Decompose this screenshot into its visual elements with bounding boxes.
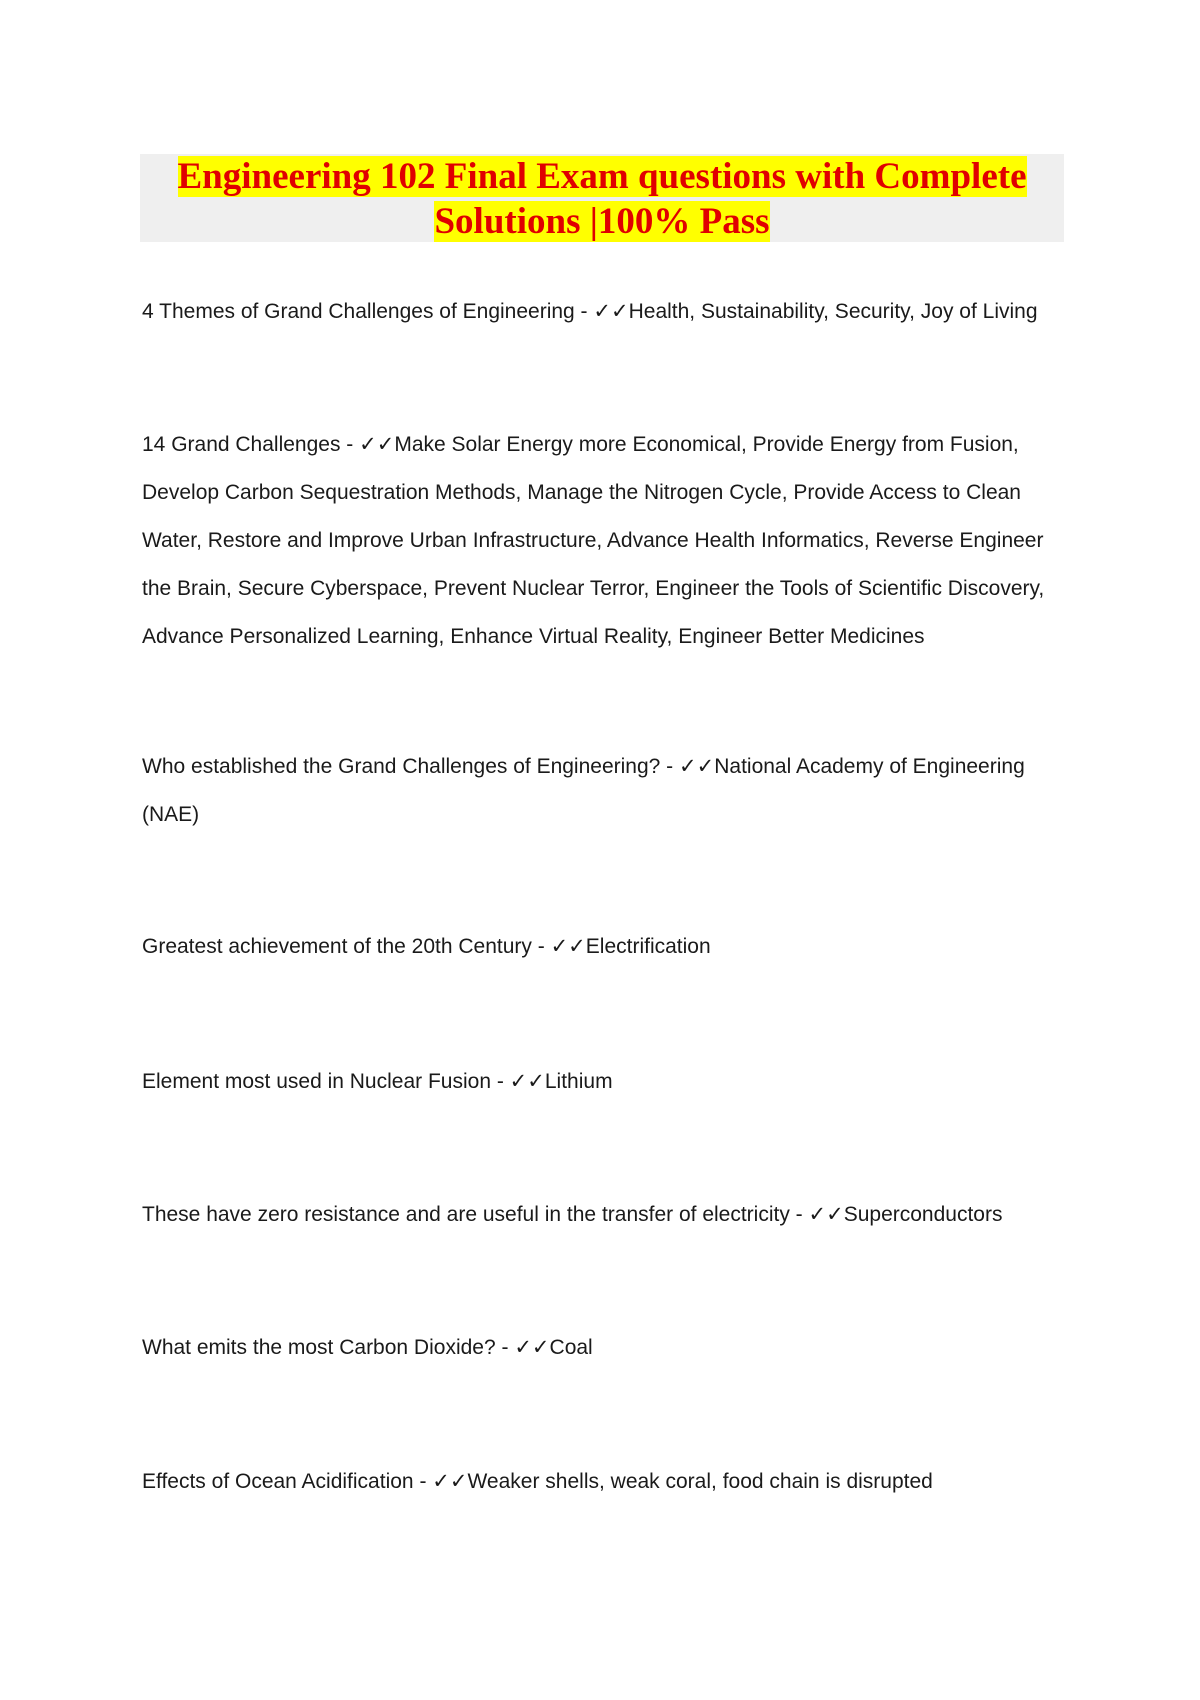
- qa-question: These have zero resistance and are useful in the transfer of electricity: [142, 1203, 790, 1226]
- qa-item-themes: [142, 287, 1062, 336]
- qa-item-ocean-acidification: [142, 1457, 1062, 1506]
- qa-answer: National Academy of Engineering (NAE): [142, 755, 1025, 826]
- double-check-icon: ✓✓: [359, 432, 395, 456]
- qa-item-grand-challenges: [142, 420, 1062, 661]
- double-check-icon: ✓✓: [808, 1202, 844, 1226]
- title-line-2: Solutions |100% Pass: [434, 201, 770, 242]
- qa-answer: Weaker shells, weak coral, food chain is disrupted: [467, 1470, 933, 1493]
- qa-question: Who established the Grand Challenges of Engineering?: [142, 755, 661, 778]
- qa-separator: -: [789, 1203, 809, 1226]
- qa-separator: -: [495, 1336, 515, 1359]
- qa-question: Element most used in Nuclear Fusion: [142, 1070, 491, 1093]
- qa-answer: Coal: [549, 1336, 593, 1359]
- qa-question: Greatest achievement of the 20th Century: [142, 935, 532, 958]
- double-check-icon: ✓✓: [514, 1335, 550, 1359]
- qa-answer: Electrification: [585, 935, 711, 958]
- double-check-icon: ✓✓: [432, 1469, 468, 1493]
- qa-separator: -: [531, 935, 551, 958]
- qa-separator: -: [660, 755, 680, 778]
- title-line-1: Engineering 102 Final Exam questions with Complete: [177, 156, 1027, 197]
- qa-question: Effects of Ocean Acidification: [142, 1470, 414, 1493]
- qa-separator: -: [413, 1470, 433, 1493]
- qa-answer: Make Solar Energy more Economical, Provide Energy from Fusion, Develop Carbon Sequestration Methods, Manage the Nitrogen Cycle, Provide Access to Clean Water, Restore and Improve Urban Infrastructure, Advance Health Informatics, Reverse Engineer the Brain, Secure Cyberspace, Prevent Nuclear Terror, Engineer the Tools of Scientific Discovery, Advance Personalized Learning, Enhance Virtual Reality, Engineer Better Medicines: [142, 433, 1045, 648]
- qa-item-superconductors: [142, 1190, 1062, 1239]
- qa-separator: -: [574, 300, 594, 323]
- qa-answer: Lithium: [544, 1070, 613, 1093]
- qa-item-carbon-dioxide: [142, 1323, 1062, 1372]
- qa-question: 4 Themes of Grand Challenges of Engineering: [142, 300, 575, 323]
- qa-item-nuclear-fusion: [142, 1057, 1062, 1106]
- qa-item-greatest-achievement: [142, 922, 1062, 971]
- qa-answer: Superconductors: [843, 1203, 1003, 1226]
- double-check-icon: ✓✓: [509, 1069, 545, 1093]
- double-check-icon: ✓✓: [679, 754, 715, 778]
- qa-question: 14 Grand Challenges: [142, 433, 341, 456]
- document-title: [140, 154, 1064, 242]
- qa-item-established-by: [142, 742, 1062, 839]
- qa-separator: -: [491, 1070, 510, 1093]
- double-check-icon: ✓✓: [593, 299, 629, 323]
- qa-separator: -: [340, 433, 360, 456]
- qa-answer: Health, Sustainability, Security, Joy of Living: [628, 300, 1038, 323]
- double-check-icon: ✓✓: [550, 934, 586, 958]
- qa-question: What emits the most Carbon Dioxide?: [142, 1336, 496, 1359]
